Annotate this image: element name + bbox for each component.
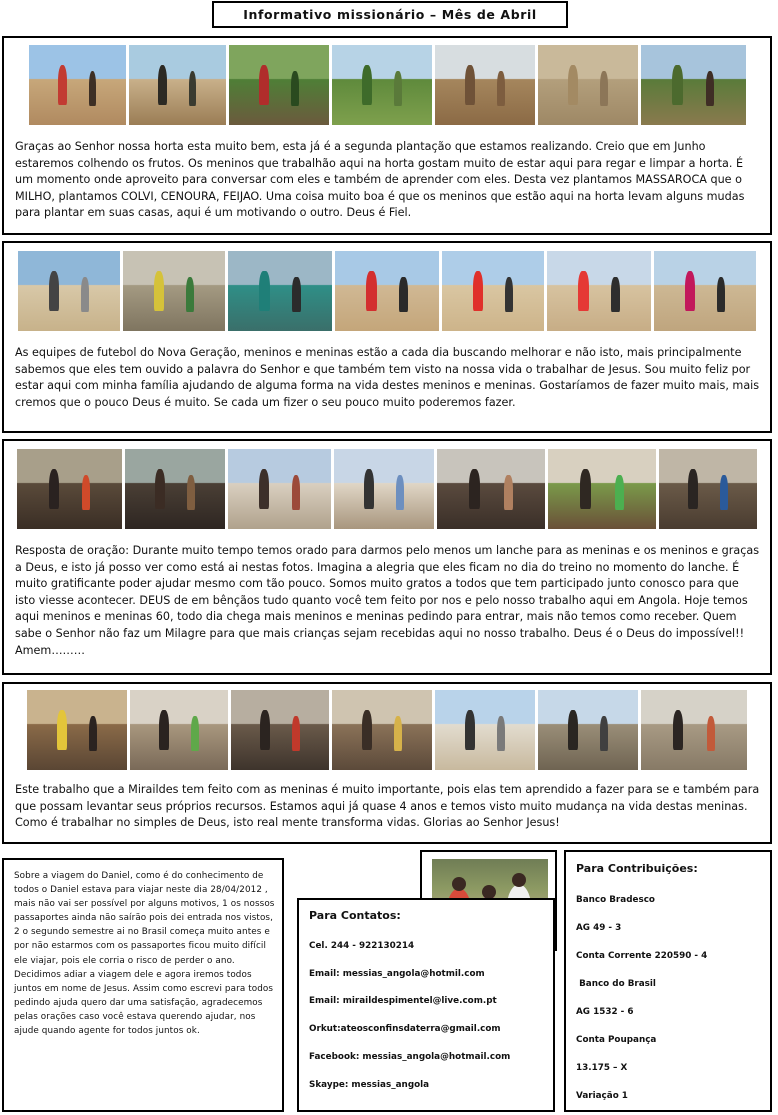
snack-photo	[228, 449, 331, 529]
girls-photo	[231, 690, 329, 770]
family-member	[452, 877, 466, 891]
section-meninas	[2, 682, 772, 844]
girls-photo	[332, 690, 432, 770]
section-text: As equipes de futebol do Nova Geração, meninos e meninas estão a cada dia buscando melhorar e não isto, mais principalmente sabemos que eles tem ouvido a palavra do Senhor e que também tem visto na nossa vida o trabalhar de Jesus. Sou muito feliz por estar aqui com minha família ajudando de alguma forma na vida destes meninos e meninas. Gostaríamos de fazer muito mais, mais cremos que o pouco Deus é muito. Se cada um fizer o seu pouco muito poderemos fazer.	[15, 346, 760, 409]
snack-photo	[437, 449, 545, 529]
contacts-title: Para Contatos:	[309, 909, 401, 922]
football-photo	[442, 251, 544, 331]
contact-phone: Cel. 244 - 922130214	[309, 941, 415, 951]
bank-name: Banco do Brasil	[576, 979, 656, 989]
girls-photo	[435, 690, 535, 770]
football-photo	[654, 251, 756, 331]
snack-photo	[659, 449, 757, 529]
photo-strip	[4, 690, 770, 770]
girls-photo	[538, 690, 638, 770]
football-photo	[123, 251, 225, 331]
bank-account: 13.175 – X	[576, 1063, 628, 1073]
girls-photo	[27, 690, 127, 770]
contact-email-messias[interactable]: Email: messias_angola@hotmil.com	[309, 969, 485, 979]
family-member	[482, 885, 496, 899]
snack-photo	[334, 449, 434, 529]
contacts-box	[297, 898, 555, 1112]
bank-agency: AG 1532 - 6	[576, 1007, 634, 1017]
bank-account-type: Conta Poupança	[576, 1035, 657, 1045]
garden-photo	[229, 45, 329, 125]
bank-variation: Variação 1	[576, 1091, 628, 1101]
garden-photo	[332, 45, 432, 125]
contact-skype[interactable]: Skaype: messias_angola	[309, 1080, 430, 1090]
contact-facebook[interactable]: Facebook: messias_angola@hotmail.com	[309, 1052, 511, 1062]
section-text: Graças ao Senhor nossa horta esta muito bem, esta já é a segunda plantação que estamos realizando. Creio que em Junho estaremos colhendo os frutos. Os meninos que trabalhão aqui na horta gostam muito de estar aqui para regar e limpar a horta. É um momento onde aproveito para conversar com eles e também de aprender com eles. Desta vez plantamos MASSAROCA que o MILHO, plantamos COLVI, CENOURA, FEIJAO. Uma coisa muito boa é que os meninos que estão aqui na horta levam alguns mudas para plantar em suas casas, aqui é um motivando o outro. Deus é Fiel.	[15, 140, 745, 220]
football-photo	[335, 251, 439, 331]
girls-photo	[130, 690, 228, 770]
snack-photo	[125, 449, 225, 529]
snack-photo	[17, 449, 122, 529]
daniel-travel-text: Sobre a viagem do Daniel, como é do conhecimento de todos o Daniel estava para viajar neste dia 28/04/2012 , mais não vai ser possível por alguns motivos, 1 os nossos passaportes ainda não saírão pois dei entrada nos vistos, 2 o segundo semestre ai no Brasil começa muito antes e por não estarmos com os passaportes ficou muito difícil ele viajar, pois ele corria o risco de perder o ano. Decidimos adiar a viagem dele e agora iremos todos juntos em nome de Jesus. Assim como escrevi para todos pedindo ajuda quero dar uma satisfação, agradecemos pelas orações caso você estava querendo ajudar, nos ajude quando agente for todos juntos ok.	[14, 871, 275, 1037]
contributions-box	[564, 850, 772, 1112]
football-photo	[18, 251, 120, 331]
photo-strip	[4, 45, 770, 125]
bank-agency: AG 49 - 3	[576, 923, 622, 933]
contact-orkut[interactable]: Orkut:ateosconfinsdaterra@gmail.com	[309, 1024, 501, 1034]
section-futebol	[2, 241, 772, 433]
section-lanche	[2, 439, 772, 675]
photo-strip	[4, 251, 770, 331]
contact-email-miraildes[interactable]: Email: miraildespimentel@live.com.pt	[309, 996, 497, 1006]
section-text: Resposta de oração: Durante muito tempo temos orado para darmos pelo menos um lanche para as meninas e os meninos e graças a Deus, e isto já posso ver como está ai nestas fotos. Imagina a alegria que eles ficam no dia do treino no momento do lanche. É muito gratificante poder ajudar mesmo com tão pouco. Somos muito gratos a todos que tem participado junto conosco para que isto viesse acontecer. DEUS de em bênçãos tudo quanto você tem feito por nos e pelo nosso trabalho aqui em Angola. Hoje temos aqui meninos e meninas 60, todo dia chega mais meninos e meninas pedindo para entrar, mais não temos como receber. Quem sabe o Senhor não faz um Milagre para que mais crianças sejam recebidas aqui no nosso trabalho. Deus é o Deus do impossível!! Amem………	[15, 544, 760, 657]
newsletter-title: Informativo missionário – Mês de Abril	[212, 1, 568, 28]
garden-photo	[29, 45, 126, 125]
garden-photo	[435, 45, 535, 125]
family-member	[512, 873, 526, 887]
bank-name: Banco Bradesco	[576, 895, 655, 905]
daniel-travel-box	[2, 858, 284, 1112]
snack-photo	[548, 449, 656, 529]
football-photo	[228, 251, 332, 331]
contributions-title: Para Contribuições:	[576, 862, 698, 875]
football-photo	[547, 251, 651, 331]
section-text: Este trabalho que a Miraildes tem feito com as meninas é muito importante, pois elas tem aprendido a fazer para se e também para que possam levantar seus próprios recursos. Estamos aqui já quase 4 anos e temos visto muito mudança na vida destas meninas. Como é trabalhar no simples de Deus, isto real mente transforma vidas. Glorias ao Senhor Jesus!	[15, 783, 760, 830]
bank-account: Conta Corrente 220590 - 4	[576, 951, 708, 961]
garden-photo	[641, 45, 746, 125]
garden-photo	[129, 45, 226, 125]
photo-strip	[4, 449, 770, 529]
garden-photo	[538, 45, 638, 125]
section-horta	[2, 36, 772, 235]
girls-photo	[641, 690, 747, 770]
